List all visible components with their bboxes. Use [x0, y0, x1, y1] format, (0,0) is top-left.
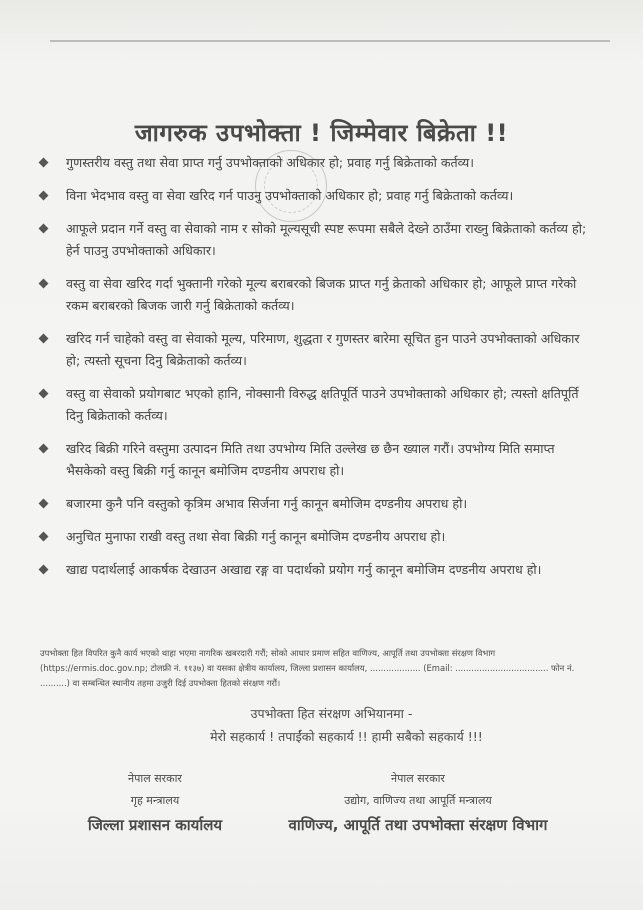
- diamond-bullet-icon: [39, 499, 49, 509]
- list-item: [36, 185, 596, 207]
- diamond-bullet-icon: [39, 334, 49, 344]
- list-item-text: खरिद बिक्री गरिने वस्तुमा उत्पादन मिति तथा उपभोग्य मिति उल्लेख छ छैन ख्याल गरौं। उपभोग्य मिति समाप्त भैसकेको वस्तु बिक्री गर्नु कानून बमोजिम दण्डनीय अपराध हो।: [66, 441, 555, 478]
- diamond-bullet-icon: [39, 532, 49, 542]
- list-item: [36, 218, 596, 262]
- list-item: [36, 526, 596, 548]
- diamond-bullet-icon: [39, 444, 49, 454]
- diamond-bullet-icon: [39, 279, 49, 289]
- diamond-bullet-icon: [39, 158, 49, 168]
- list-item: [36, 383, 596, 427]
- govt-label: नेपाल सरकार: [128, 772, 182, 785]
- rights-duties-list: [36, 152, 596, 592]
- ministry-label: उद्योग, वाणिज्य तथा आपूर्ति मन्त्रालय: [344, 794, 492, 807]
- list-item-text: वस्तु वा सेवा खरिद गर्दा भुक्तानी गरेको मूल्य बराबरको बिजक प्राप्त गर्नु क्रेताको अधिकार हो; आफूले प्राप्त गरेको रकम बराबरको बिजक जारी गर्नु बिक्रेताको कर्तव्य।: [66, 276, 577, 313]
- department-label: वाणिज्य, आपूर्ति तथा उपभोक्ता संरक्षण विभाग: [288, 816, 548, 834]
- ministry-label: गृह मन्त्रालय: [130, 794, 180, 807]
- list-item-text: अनुचित मुनाफा राखी वस्तु तथा सेवा बिक्री गर्नु कानून बमोजिम दण्डनीय अपराध हो।: [66, 529, 446, 544]
- diamond-bullet-icon: [39, 389, 49, 399]
- page-title: जागरुक उपभोक्ता ! जिम्मेवार बिक्रेता !!: [134, 119, 509, 148]
- list-item-text: खाद्य पदार्थलाई आकर्षक देखाउन अखाद्य रङ्ग वा पदार्थको प्रयोग गर्नु कानून बमोजिम दण्डनीय अपराध हो।: [66, 562, 542, 577]
- list-item: [36, 328, 596, 372]
- diamond-bullet-icon: [39, 191, 49, 201]
- diamond-bullet-icon: [39, 565, 49, 575]
- govt-label: नेपाल सरकार: [391, 772, 445, 785]
- campaign-slogan: [0, 702, 643, 748]
- list-item: [36, 559, 596, 581]
- office-label: जिल्ला प्रशासन कार्यालय: [87, 816, 223, 834]
- list-item: [36, 152, 596, 174]
- signature-block-right: [258, 768, 578, 838]
- campaign-line-2: मेरो सहकार्य ! तपाईंको सहकार्य !! हामी सबैको सहकार्य !!!: [210, 729, 483, 744]
- list-item-text: बजारमा कुनै पनि वस्तुको कृत्रिम अभाव सिर्जना गर्नु कानून बमोजिम दण्डनीय अपराध हो।: [66, 496, 468, 511]
- list-item: [36, 493, 596, 515]
- list-item: [36, 438, 596, 482]
- complaint-notice: उपभोक्ता हित विपरित कुनै कार्य भएको थाहा भएमा नागरिक खबरदारी गरौं; सोको आधार प्रमाण सहित वाणिज्य, आपूर्ति तथा उपभोक्ता संरक्षण विभाग (https://ermis.doc.gov.np; टोलफ्री नं. ११३७) वा यसका क्षेत्रीय कार्यालय, जिल्ला प्रशासन कार्यालय, ................... (Email: ................................... फोन नं. ..........) वा सम्बन्धित स्थानीय तहमा उजुरी दिई उपभोक्ता हितको संरक्षण गरौं।: [40, 648, 575, 689]
- list-item-text: विना भेदभाव वस्तु वा सेवा खरिद गर्न पाउनु उपभोक्ताको अधिकार हो; प्रवाह गर्नु बिक्रेताको कर्तव्य।: [66, 188, 514, 203]
- list-item-text: वस्तु वा सेवाको प्रयोगबाट भएको हानि, नोक्सानी विरुद्ध क्षतिपूर्ति पाउने उपभोक्ताको अधिकार हो; त्यस्तो क्षतिपूर्ति दिनु बिक्रेताको कर्तव्य।: [66, 386, 579, 423]
- signature-block-left: [70, 768, 240, 838]
- list-item: [36, 273, 596, 317]
- list-item-text: खरिद गर्न चाहेको वस्तु वा सेवाको मूल्य, परिमाण, शुद्धता र गुणस्तर बारेमा सूचित हुन पाउने उपभोक्ताको अधिकार हो; त्यस्तो सूचना दिनु बिक्रेताको कर्तव्य।: [66, 331, 580, 368]
- diamond-bullet-icon: [39, 224, 49, 234]
- list-item-text: आफूले प्रदान गर्ने वस्तु वा सेवाको नाम र सोको मूल्यसूची स्पष्ट रूपमा सबैले देख्ने ठाउँमा राख्नु बिक्रेताको कर्तव्य हो; हेर्न पाउनु उपभोक्ताको अधिकार।: [66, 221, 587, 258]
- top-divider: [50, 40, 610, 42]
- list-item-text: गुणस्तरीय वस्तु तथा सेवा प्राप्त गर्नु उपभोक्ताको अधिकार हो; प्रवाह गर्नु बिक्रेताको कर्तव्य।: [66, 155, 475, 170]
- campaign-line-1: उपभोक्ता हित संरक्षण अभियानमा -: [250, 706, 413, 721]
